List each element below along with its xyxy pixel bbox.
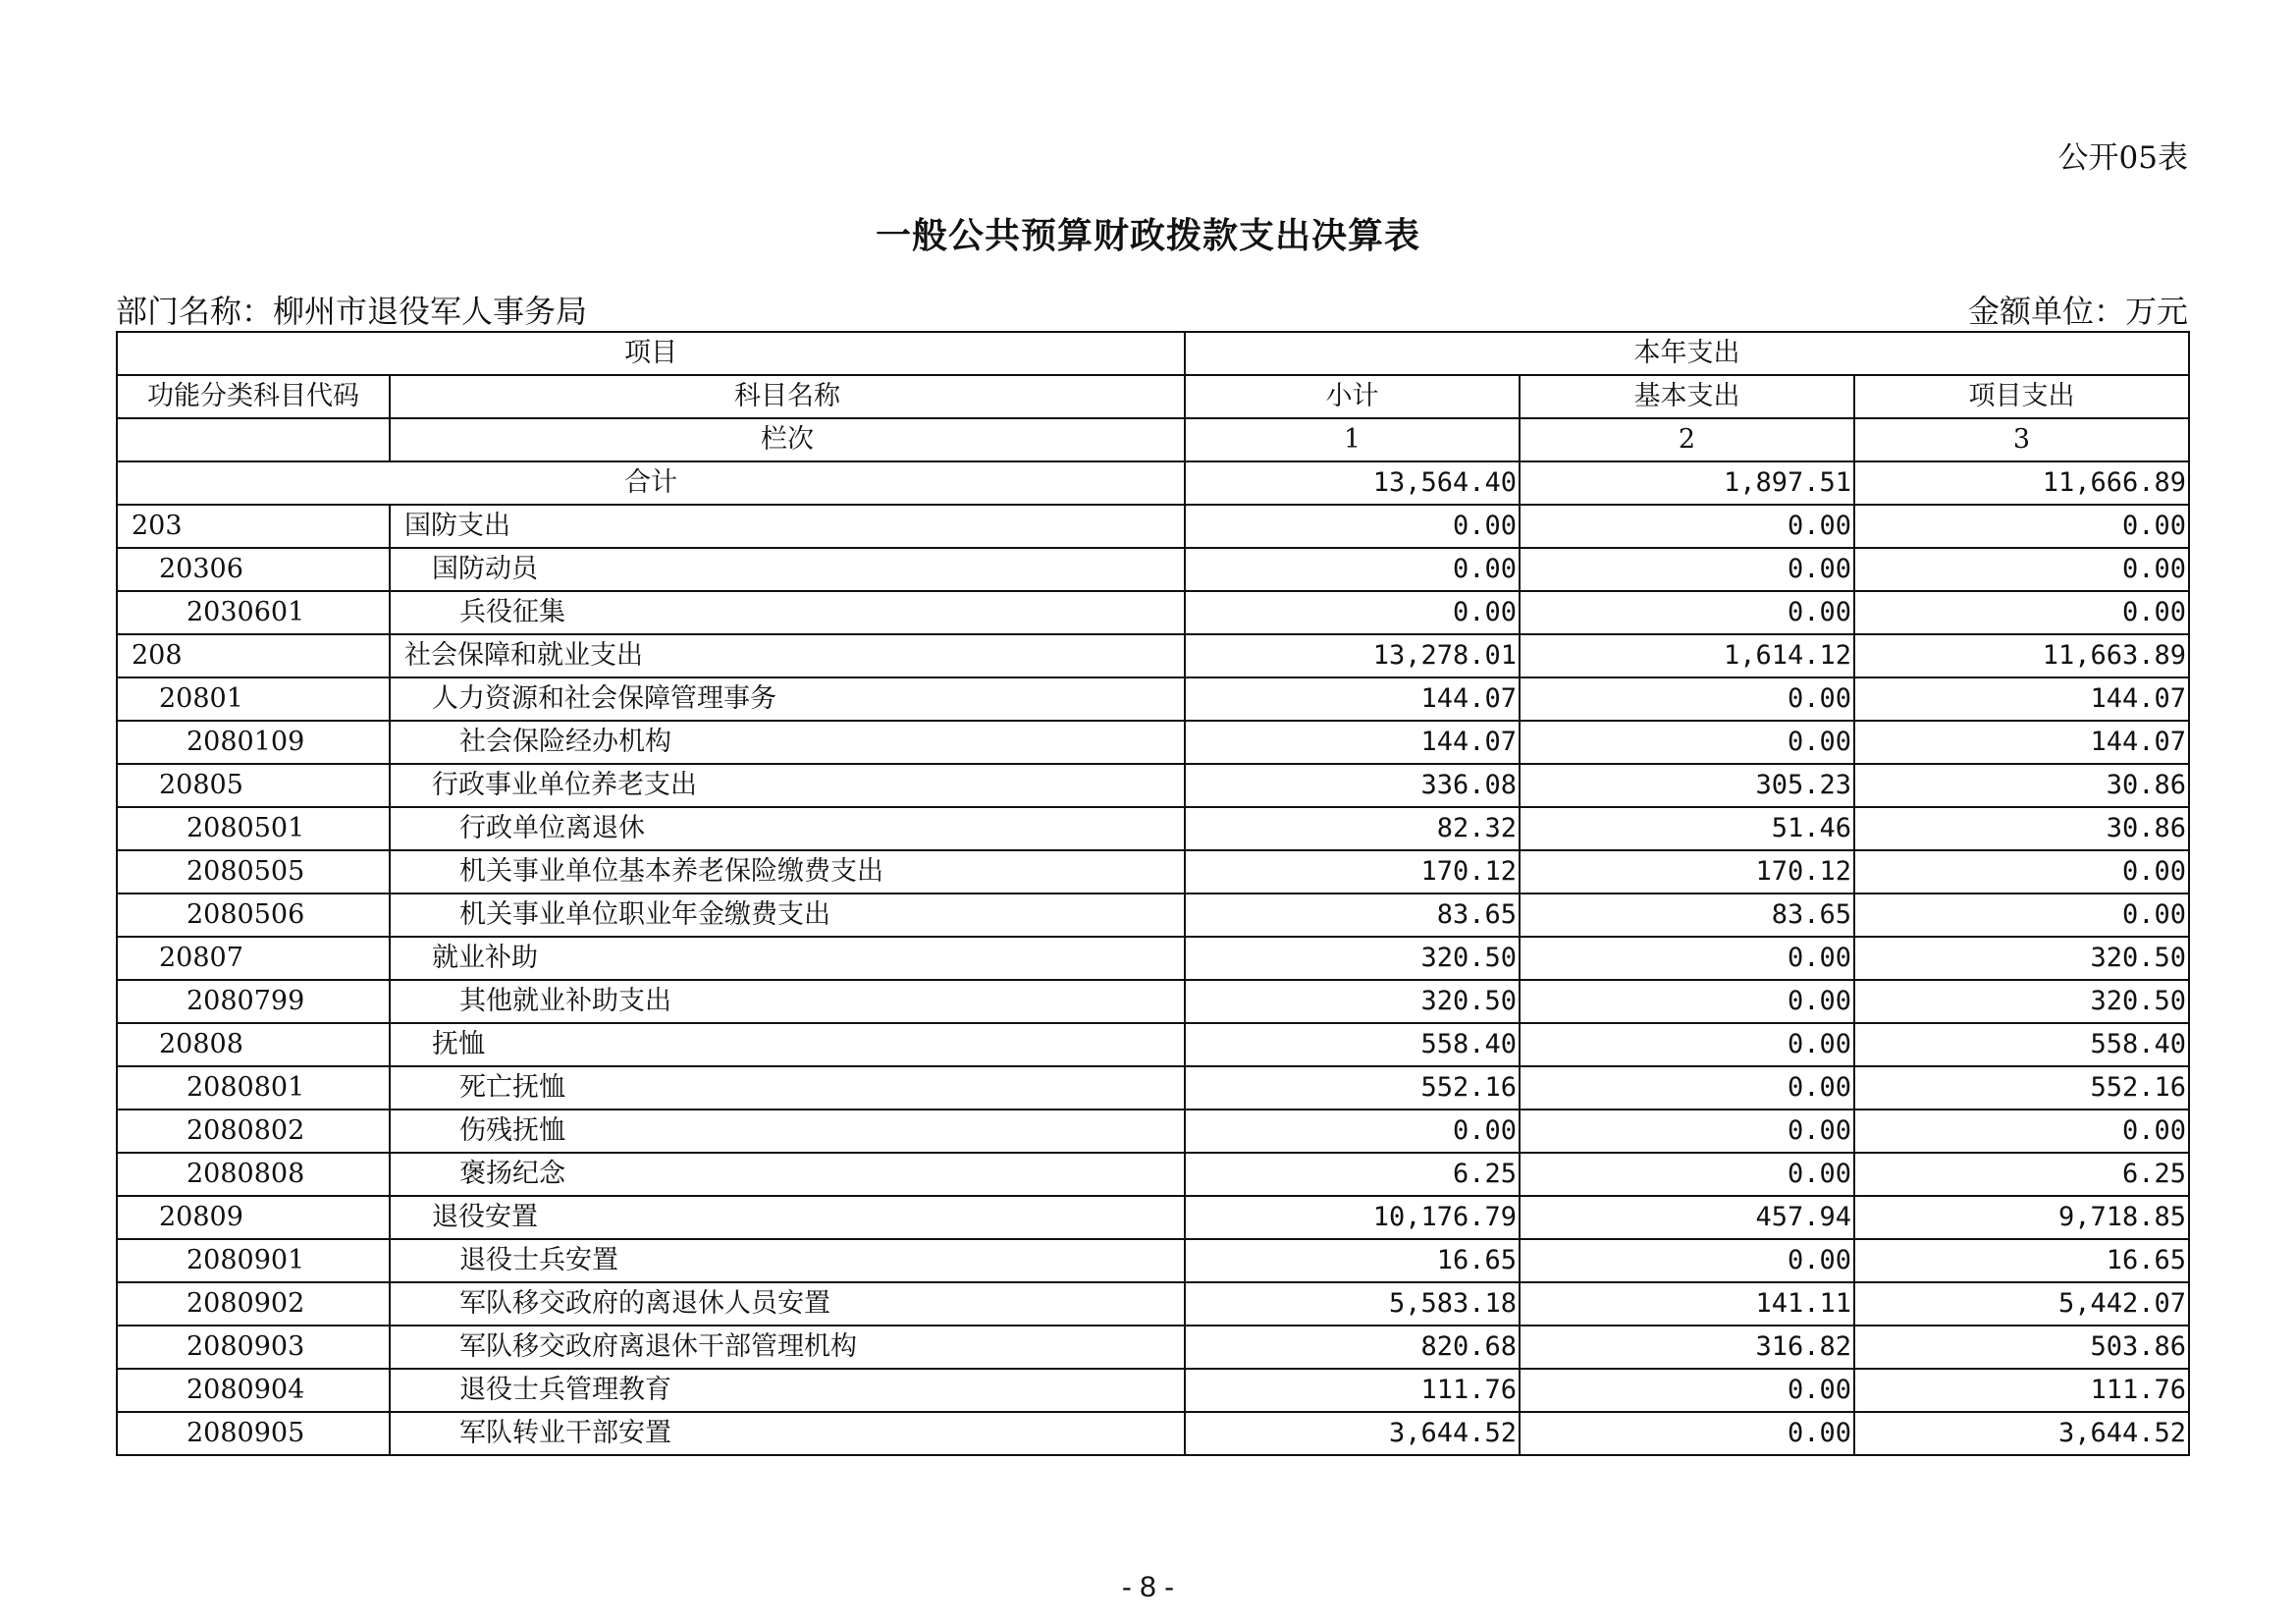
header-basic: 基本支出 [1520, 375, 1854, 418]
total-label: 合计 [117, 461, 1185, 505]
table-row [117, 1369, 2189, 1412]
table-row [117, 1153, 2189, 1196]
table-row [117, 807, 2189, 850]
header-subtotal: 小计 [1185, 375, 1520, 418]
total-basic: 1,897.51 [1520, 461, 1854, 505]
row-subtotal: 0.00 [1185, 1110, 1520, 1153]
row-name: 军队移交政府离退休干部管理机构 [390, 1326, 1185, 1369]
row-subtotal: 820.68 [1185, 1326, 1520, 1369]
row-code: 2080501 [117, 807, 390, 850]
row-name: 褒扬纪念 [390, 1153, 1185, 1196]
row-project: 0.00 [1854, 1110, 2189, 1153]
row-subtotal: 6.25 [1185, 1153, 1520, 1196]
row-basic: 0.00 [1520, 1239, 1854, 1282]
row-basic: 170.12 [1520, 850, 1854, 893]
table-row [117, 764, 2189, 807]
table-row [117, 505, 2189, 548]
table-row [117, 1239, 2189, 1282]
row-subtotal: 558.40 [1185, 1023, 1520, 1066]
table-row [117, 1023, 2189, 1066]
row-code: 20807 [117, 937, 390, 980]
table-row [117, 850, 2189, 893]
row-name: 国防支出 [390, 505, 1185, 548]
row-name: 机关事业单位职业年金缴费支出 [390, 893, 1185, 937]
row-name: 伤残抚恤 [390, 1110, 1185, 1153]
row-project: 30.86 [1854, 807, 2189, 850]
row-basic: 0.00 [1520, 1369, 1854, 1412]
row-name: 人力资源和社会保障管理事务 [390, 677, 1185, 721]
row-basic: 51.46 [1520, 807, 1854, 850]
table-row [117, 548, 2189, 591]
row-code: 2080506 [117, 893, 390, 937]
row-subtotal: 0.00 [1185, 505, 1520, 548]
row-subtotal: 320.50 [1185, 980, 1520, 1023]
row-name: 社会保障和就业支出 [390, 634, 1185, 677]
row-subtotal: 144.07 [1185, 721, 1520, 764]
row-basic: 0.00 [1520, 591, 1854, 634]
row-project: 30.86 [1854, 764, 2189, 807]
row-subtotal: 0.00 [1185, 548, 1520, 591]
row-subtotal: 16.65 [1185, 1239, 1520, 1282]
row-subtotal: 0.00 [1185, 591, 1520, 634]
header-column-order: 栏次 [390, 418, 1185, 461]
row-code: 2080505 [117, 850, 390, 893]
total-row [117, 461, 2189, 505]
row-subtotal: 82.32 [1185, 807, 1520, 850]
row-project: 16.65 [1854, 1239, 2189, 1282]
row-subtotal: 3,644.52 [1185, 1412, 1520, 1455]
header-row-3 [117, 418, 2189, 461]
total-project: 11,666.89 [1854, 461, 2189, 505]
row-basic: 0.00 [1520, 1023, 1854, 1066]
header-row-1 [117, 332, 2189, 375]
row-project: 11,663.89 [1854, 634, 2189, 677]
row-project: 144.07 [1854, 721, 2189, 764]
row-code: 20809 [117, 1196, 390, 1239]
row-subtotal: 552.16 [1185, 1066, 1520, 1110]
row-basic: 0.00 [1520, 721, 1854, 764]
form-number: 公开05表 [2057, 140, 2188, 176]
amount-unit: 金额单位：万元 [1967, 293, 2188, 330]
table-row [117, 893, 2189, 937]
row-name: 抚恤 [390, 1023, 1185, 1066]
page-number: - 8 - [1121, 1571, 1175, 1603]
header-name: 科目名称 [390, 375, 1185, 418]
row-code: 2080109 [117, 721, 390, 764]
header-col3: 3 [1854, 418, 2189, 461]
row-basic: 0.00 [1520, 677, 1854, 721]
row-subtotal: 10,176.79 [1185, 1196, 1520, 1239]
row-subtotal: 144.07 [1185, 677, 1520, 721]
row-project: 111.76 [1854, 1369, 2189, 1412]
header-project: 项目支出 [1854, 375, 2189, 418]
row-code: 2080808 [117, 1153, 390, 1196]
table-row [117, 1326, 2189, 1369]
row-subtotal: 13,278.01 [1185, 634, 1520, 677]
row-project: 503.86 [1854, 1326, 2189, 1369]
row-code: 2030601 [117, 591, 390, 634]
row-name: 兵役征集 [390, 591, 1185, 634]
row-basic: 141.11 [1520, 1282, 1854, 1326]
row-basic: 305.23 [1520, 764, 1854, 807]
row-code: 203 [117, 505, 390, 548]
row-basic: 83.65 [1520, 893, 1854, 937]
row-code: 2080799 [117, 980, 390, 1023]
row-basic: 0.00 [1520, 505, 1854, 548]
row-basic: 0.00 [1520, 1066, 1854, 1110]
expenditure-table [116, 331, 2190, 1456]
row-code: 20306 [117, 548, 390, 591]
row-project: 320.50 [1854, 980, 2189, 1023]
row-code: 2080903 [117, 1326, 390, 1369]
header-row-2 [117, 375, 2189, 418]
row-project: 0.00 [1854, 850, 2189, 893]
row-code: 208 [117, 634, 390, 677]
row-code: 20808 [117, 1023, 390, 1066]
row-basic: 0.00 [1520, 1110, 1854, 1153]
row-name: 机关事业单位基本养老保险缴费支出 [390, 850, 1185, 893]
row-name: 就业补助 [390, 937, 1185, 980]
row-code: 2080802 [117, 1110, 390, 1153]
row-subtotal: 111.76 [1185, 1369, 1520, 1412]
row-basic: 0.00 [1520, 548, 1854, 591]
row-name: 退役士兵管理教育 [390, 1369, 1185, 1412]
table-row [117, 937, 2189, 980]
row-name: 社会保险经办机构 [390, 721, 1185, 764]
row-project: 552.16 [1854, 1066, 2189, 1110]
row-project: 0.00 [1854, 548, 2189, 591]
department-name: 部门名称：柳州市退役军人事务局 [116, 293, 588, 330]
row-project: 558.40 [1854, 1023, 2189, 1066]
header-current-year: 本年支出 [1185, 332, 2189, 375]
header-item: 项目 [117, 332, 1185, 375]
total-subtotal: 13,564.40 [1185, 461, 1520, 505]
row-subtotal: 170.12 [1185, 850, 1520, 893]
row-name: 军队移交政府的离退休人员安置 [390, 1282, 1185, 1326]
row-project: 144.07 [1854, 677, 2189, 721]
row-project: 3,644.52 [1854, 1412, 2189, 1455]
table-row [117, 1196, 2189, 1239]
row-name: 其他就业补助支出 [390, 980, 1185, 1023]
table-row [117, 591, 2189, 634]
row-code: 20801 [117, 677, 390, 721]
table-row [117, 1110, 2189, 1153]
table-row [117, 1066, 2189, 1110]
row-project: 320.50 [1854, 937, 2189, 980]
page-title: 一般公共预算财政拨款支出决算表 [875, 215, 1420, 256]
table-row [117, 980, 2189, 1023]
row-code: 2080904 [117, 1369, 390, 1412]
table-row [117, 1282, 2189, 1326]
row-name: 军队转业干部安置 [390, 1412, 1185, 1455]
row-name: 国防动员 [390, 548, 1185, 591]
row-basic: 0.00 [1520, 937, 1854, 980]
empty-cell [117, 418, 390, 461]
row-project: 0.00 [1854, 591, 2189, 634]
row-basic: 0.00 [1520, 1412, 1854, 1455]
table-row [117, 1412, 2189, 1455]
row-code: 2080801 [117, 1066, 390, 1110]
header-col2: 2 [1520, 418, 1854, 461]
row-project: 0.00 [1854, 505, 2189, 548]
row-subtotal: 5,583.18 [1185, 1282, 1520, 1326]
header-code: 功能分类科目代码 [117, 375, 390, 418]
row-project: 6.25 [1854, 1153, 2189, 1196]
table-row [117, 721, 2189, 764]
row-name: 死亡抚恤 [390, 1066, 1185, 1110]
row-name: 退役安置 [390, 1196, 1185, 1239]
row-subtotal: 83.65 [1185, 893, 1520, 937]
row-basic: 1,614.12 [1520, 634, 1854, 677]
table-row [117, 634, 2189, 677]
row-code: 2080905 [117, 1412, 390, 1455]
row-basic: 0.00 [1520, 1153, 1854, 1196]
row-name: 行政事业单位养老支出 [390, 764, 1185, 807]
row-subtotal: 320.50 [1185, 937, 1520, 980]
row-project: 5,442.07 [1854, 1282, 2189, 1326]
row-code: 2080902 [117, 1282, 390, 1326]
row-name: 退役士兵安置 [390, 1239, 1185, 1282]
row-basic: 0.00 [1520, 980, 1854, 1023]
header-col1: 1 [1185, 418, 1520, 461]
row-name: 行政单位离退休 [390, 807, 1185, 850]
row-basic: 316.82 [1520, 1326, 1854, 1369]
row-project: 0.00 [1854, 893, 2189, 937]
table-row [117, 677, 2189, 721]
row-subtotal: 336.08 [1185, 764, 1520, 807]
row-code: 20805 [117, 764, 390, 807]
row-basic: 457.94 [1520, 1196, 1854, 1239]
row-project: 9,718.85 [1854, 1196, 2189, 1239]
row-code: 2080901 [117, 1239, 390, 1282]
